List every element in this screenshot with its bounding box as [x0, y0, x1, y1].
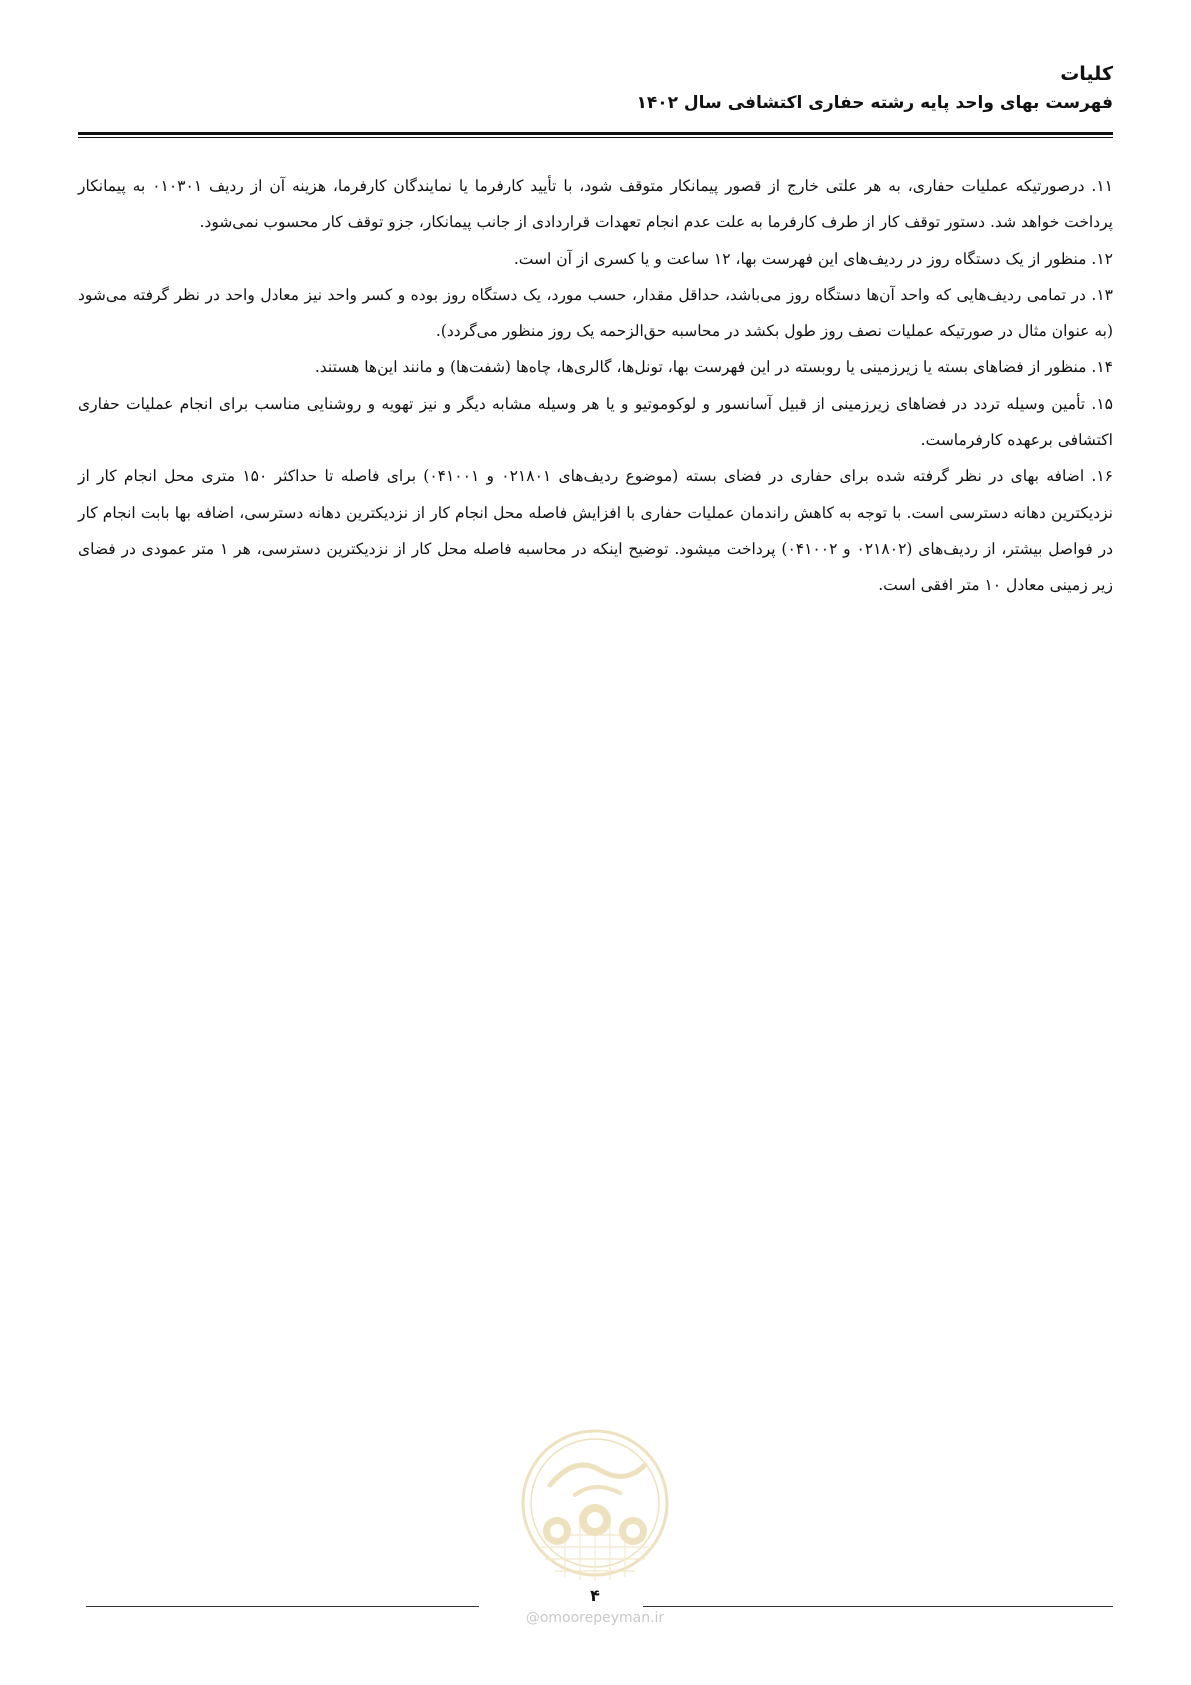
page-number: ۴ [590, 1586, 600, 1605]
paragraph-item-13: ۱۳. در تمامی ردیف‌هایی که واحد آن‌ها دستگاه روز می‌باشد، حداقل مقدار، حسب مورد، یک دستگاه روز بوده و کسر واحد نیز معادل واحد در نظر گرفته می‌شود (به عنوان مثال در صورتیکه عملیات نصف روز طول بکشد در محاسبه حق‌الزحمه یک روز منظور می‌گردد). [78, 285, 1113, 341]
section-title: کلیات [1060, 63, 1113, 85]
footer-rule-left [86, 1606, 479, 1607]
paragraph-item-16: ۱۶. اضافه بهای در نظر گرفته شده برای حفاری در فضای بسته (موضوع ردیف‌های ۰۲۱۸۰۱ و ۰۴۱۰۰۱) برای فاصله تا حداکثر ۱۵۰ متری محل انجام کار از نزدیکترین دهانه دسترسی است. با توجه به کاهش راندمان عملیات حفاری با افزایش فاصله محل انجام کار از نزدیکترین دهانه دسترسی، اضافه بها بابت انجام کار در فواصل بیشتر، از ردیف‌های (۰۲۱۸۰۲ و ۰۴۱۰۰۲) پرداخت میشود. توضیح اینکه در محاسبه فاصله محل کار از نزدیکترین دسترسی، هر ۱ متر عمودی در فضای زیر زمینی معادل ۱۰ متر افقی است. [78, 467, 1113, 595]
paragraph-item-15: ۱۵. تأمین وسیله تردد در فضاهای زیرزمینی از قبیل آسانسور و لوکوموتیو و یا هر وسیله مشابه دیگر و نیز تهویه و روشنایی مناسب برای انجام عملیات حفاری اکتشافی برعهده کارفرماست. [78, 394, 1113, 450]
document-title: فهرست بهای واحد پایه رشته حفاری اکتشافی سال ۱۴۰۲ [636, 93, 1113, 113]
header-rule-thin [78, 137, 1113, 138]
watermark-url: @omoorepeyman.ir [525, 1610, 665, 1626]
footer-rule-right [643, 1606, 1113, 1607]
paragraph-item-12: ۱۲. منظور از یک دستگاه روز در ردیف‌های این فهرست بها، ۱۲ ساعت و یا کسری از آن است. [513, 249, 1113, 268]
paragraph-item-11: ۱۱. درصورتیکه عملیات حفاری، به هر علتی خارج از قصور پیمانکار متوقف شود، با تأیید کارفرما یا نمایندگان کارفرما، هزینه آن از ردیف ۰۱۰۳۰۱ به پیمانکار پرداخت خواهد شد. دستور توقف کار از طرف کارفرما به علت عدم انجام تعهدات قراردادی از جانب پیمانکار، جزو توقف کار محسوب نمی‌شود. [78, 177, 1114, 232]
paragraph-item-14: ۱۴. منظور از فضاهای بسته یا زیرزمینی یا روبسته در این فهرست بها، تونل‌ها، گالری‌ها، چاه‌ها (شفت‌ها) و مانند این‌ها هستند. [314, 358, 1113, 377]
body-text [78, 168, 1113, 604]
watermark-logo [505, 1425, 685, 1595]
header-rule-thick [78, 132, 1113, 135]
page-header [78, 58, 1113, 118]
